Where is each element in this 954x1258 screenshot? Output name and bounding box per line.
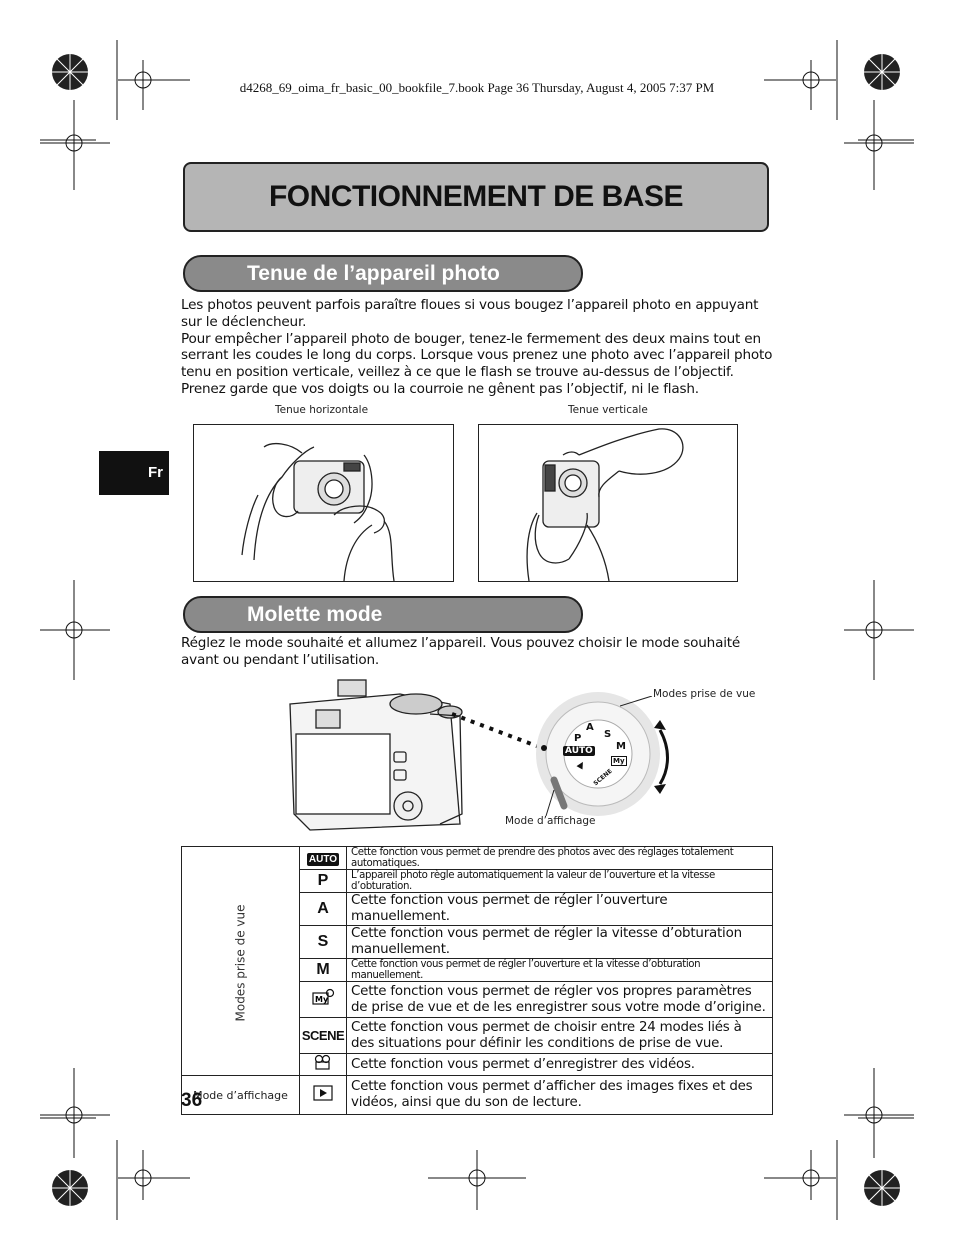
modes-table [181,846,773,1115]
my-mode-desc: Cette fonction vous permet de régler vos propres paramètres de prise de vue et de les enregistrer sous votre mode d’origine. [347,982,773,1018]
dial-s-label: S [604,729,612,740]
play-mode-desc: Cette fonction vous permet d’afficher des images fixes et des vidéos, ainsi que du son de lecture. [347,1076,773,1115]
dial-play-icon: ▶ [575,759,588,771]
photo-horizontal-hold [193,424,454,582]
callout-shooting-modes: Modes prise de vue [653,688,756,700]
dial-my-label: My [613,757,625,765]
dial-m-label: M [616,741,626,752]
movie-mode-desc: Cette fonction vous permet d’enregistrer des vidéos. [347,1054,773,1076]
movie-icon [300,1054,347,1076]
table-row [182,1076,773,1115]
group-display-label: Mode d’affichage [182,1076,300,1115]
mode-dial-para: Réglez le mode souhaité et allumez l’appareil. Vous pouvez choisir le mode souhaité avant ou pendant l’utilisation. [181,635,741,668]
section-heading-mode-dial [183,596,583,633]
callout-display-mode: Mode d’affichage [505,815,596,827]
hands-camera-horizontal-illustration [194,425,453,581]
scene-mode-icon [300,1018,347,1054]
language-tab: Fr [99,451,169,495]
page-title-box [183,162,769,232]
caption-horizontal: Tenue horizontale [275,404,369,416]
dial-a-label: A [586,722,594,733]
page-number: 36 [181,1090,203,1111]
section-heading-text: Tenue de l’appareil photo [247,262,500,285]
group-shooting-label: Modes prise de vue [233,904,248,1021]
scene-label: SCENE [301,1027,345,1043]
p-mode-icon: P [300,870,347,893]
section-heading-holding [183,255,583,292]
m-mode-desc: Cette fonction vous permet de régler l’ouverture et la vitesse d’obturation manuellement. [347,959,773,982]
dial-p-label: P [574,733,582,744]
my-mode-glyph [311,988,335,1006]
play-glyph [312,1085,334,1101]
auto-mode-icon [300,847,347,870]
caption-vertical: Tenue verticale [568,404,648,416]
dial-scene-label: SCENE [592,767,614,788]
mode-dial-paragraph [181,635,781,669]
auto-badge: AUTO [308,854,338,865]
a-mode-desc: Cette fonction vous permet de régler l’ouverture manuellement. [347,893,773,926]
p-mode-desc: L’appareil photo règle automatiquement la valeur de l’ouverture et la vitesse d’obturation. [347,870,773,893]
s-mode-icon: S [300,926,347,959]
svg-text:My: My [315,995,329,1004]
movie-glyph [312,1054,334,1070]
dial-auto-label: AUTO [565,746,593,756]
s-mode-desc: Cette fonction vous permet de régler la vitesse d’obturation manuellement. [347,926,773,959]
page-title: FONCTIONNEMENT DE BASE [268,180,683,213]
callout-line-display [540,790,570,816]
holding-para-2: Pour empêcher l’appareil photo de bouger, tenez-le fermement des deux mains tout en serrant les coudes le long du corps. Lorsque vous prenez une photo avec l’appareil photo tenu en position verticale, veillez à ce que le flash se trouve au-dessus de l’objectif. Prenez garde que vos doigts ou la courroie ne gênent pas l’objectif, ni le flash. [181,330,773,397]
a-mode-icon: A [300,893,347,926]
section-heading-text: Molette mode [247,603,383,626]
holding-paragraph [181,297,781,398]
table-row [182,847,773,870]
print-header: d4268_69_oima_fr_basic_00_bookfile_7.book Page 36 Thursday, August 4, 2005 7:37 PM [239,80,715,95]
hands-camera-vertical-illustration [479,425,737,581]
scene-mode-desc: Cette fonction vous permet de choisir entre 24 modes liés à des situations pour définir les conditions de prise de vue. [347,1018,773,1054]
photo-vertical-hold [478,424,738,582]
my-mode-icon [300,982,347,1018]
group-shooting-cell [182,847,300,1076]
play-icon [300,1076,347,1115]
auto-mode-desc: Cette fonction vous permet de prendre des photos avec des réglages totalement automatiques. [347,847,773,870]
holding-para-1: Les photos peuvent parfois paraître floues si vous bougez l’appareil photo en appuyant sur le déclencheur. [181,297,759,330]
m-mode-icon: M [300,959,347,982]
